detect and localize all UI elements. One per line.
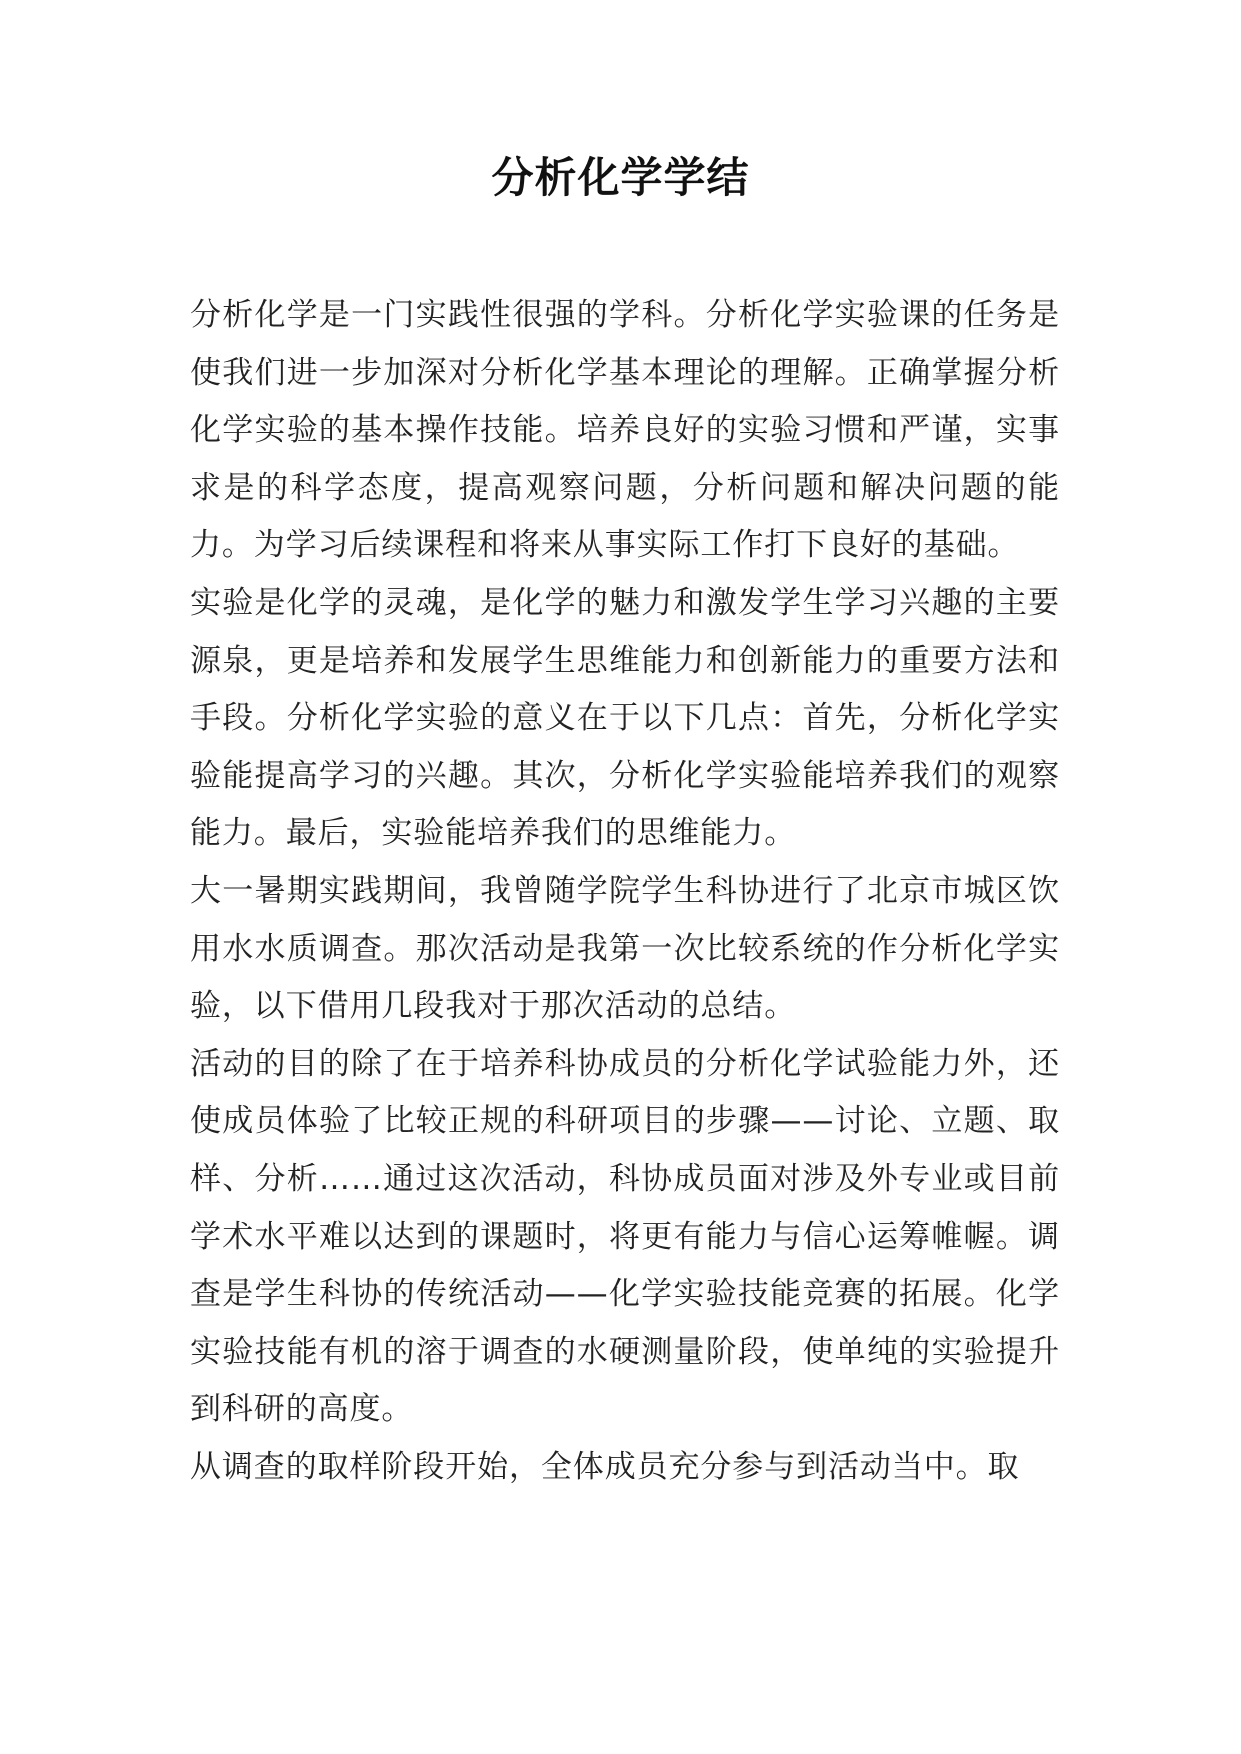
paragraph: 分析化学是一门实践性很强的学科。分析化学实验课的任务是使我们进一步加深对分析化学基本理论的理解。正确掌握分析化学实验的基本操作技能。培养良好的实验习惯和严谨，实事求是的科学态度，提高观察问题，分析问题和解决问题的能力。为学习后续课程和将来从事实际工作打下良好的基础。 bbox=[190, 297, 1060, 564]
paragraph: 活动的目的除了在于培养科协成员的分析化学试验能力外，还使成员体验了比较正规的科研项目的步骤——讨论、立题、取样、分析……通过这次活动，科协成员面对涉及外专业或目前学术水平难以达到的课题时，将更有能力与信心运筹帷幄。调查是学生科协的传统活动——化学实验技能竞赛的拓展。化学实验技能有机的溶于调查的水硬测量阶段，使单纯的实验提升到科研的高度。 bbox=[190, 1045, 1060, 1428]
paragraph: 实验是化学的灵魂，是化学的魅力和激发学生学习兴趣的主要源泉，更是培养和发展学生思维能力和创新能力的重要方法和手段。分析化学实验的意义在于以下几点：首先，分析化学实验能提高学习的兴趣。其次，分析化学实验能培养我们的观察能力。最后，实验能培养我们的思维能力。 bbox=[190, 584, 1060, 852]
paragraph: 从调查的取样阶段开始，全体成员充分参与到活动当中。取 bbox=[190, 1448, 1020, 1485]
document-title: 分析化学学结 bbox=[491, 153, 750, 202]
paragraph: 大一暑期实践期间，我曾随学院学生科协进行了北京市城区饮用水水质调查。那次活动是我第一次比较系统的作分析化学实验，以下借用几段我对于那次活动的总结。 bbox=[190, 872, 1060, 1025]
document-body bbox=[190, 287, 1060, 1496]
